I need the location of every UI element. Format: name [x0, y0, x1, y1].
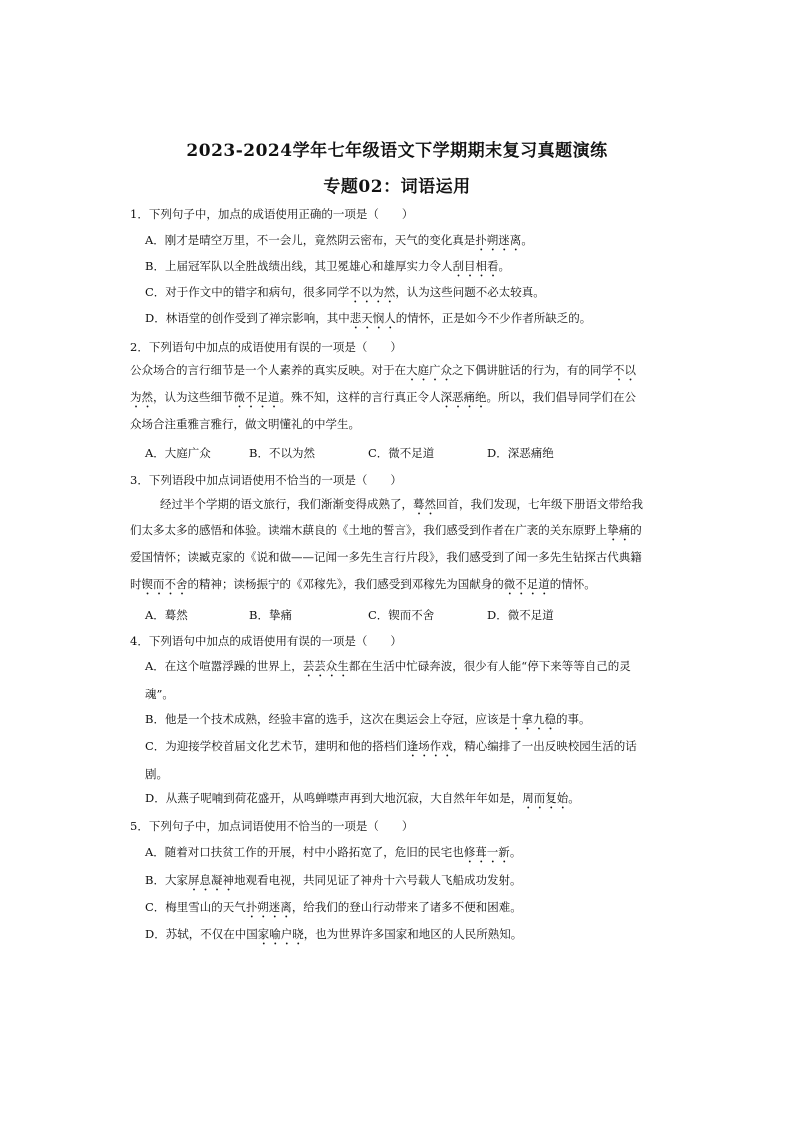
question-4-option-a: A．在这个喧嚣浮躁的世界上，芸芸众生都在生活中忙碌奔波，很少有人能“停下来等等自己的灵	[145, 659, 631, 673]
question-3-stem: 3．下列语段中加点词语使用不恰当的一项是（ ）	[130, 473, 402, 487]
question-4-stem: 4．下列语句中加点的成语使用有误的一项是（ ）	[130, 634, 402, 648]
question-2-option-d: D．深恶痛绝	[487, 446, 554, 460]
question-1-stem: 1．下列句子中，加点的成语使用正确的一项是（ ）	[130, 207, 414, 221]
question-5-option-b: B．大家屏息凝神地观看电视，共同见证了神舟十六号载人飞船成功发射。	[145, 873, 522, 887]
question-5-option-a: A．随着对口扶贫工作的开展，村中小路拓宽了，危旧的民宅也修葺一新。	[145, 845, 522, 859]
question-4-option-b: B．他是一个技术成熟，经验丰富的选手，这次在奥运会上夺冠，应该是十拿九稳的事。	[145, 712, 591, 726]
question-2-option-a: A．大庭广众	[145, 446, 211, 460]
question-4-option-a-cont: 魂”。	[145, 687, 174, 701]
question-4-option-c: C．为迎接学校首届文化艺术节，建明和他的搭档们逢场作戏，精心编排了一出反映校园生活的话	[145, 739, 637, 753]
question-4-option-c-cont: 剧。	[145, 767, 168, 781]
question-4-option-d: D．从燕子呢喃到荷花盛开，从鸣蝉噤声再到大地沉寂，大自然年年如是，周而复始。	[145, 791, 580, 805]
document-subtitle: 专题02：词语运用	[323, 177, 471, 197]
question-5-option-d: D．苏轼，不仅在中国家喻户晓，也为世界许多国家和地区的人民所熟知。	[145, 927, 523, 941]
question-2-option-b: B．不以为然	[249, 446, 315, 460]
question-3-option-c: C．锲而不舍	[368, 608, 435, 622]
question-3-passage-line: 经过半个学期的语文旅行，我们渐渐变得成熟了，蓦然回首，我们发现，七年级下册语文带给我	[160, 497, 643, 511]
question-2-option-c: C．微不足道	[368, 446, 435, 460]
question-1-option-c: C．对于作文中的错字和病句，很多同学不以为然，认为这些问题不必太较真。	[145, 285, 545, 299]
question-3-option-d: D．微不足道	[487, 608, 554, 622]
question-2-passage-line: 众场合注重雅言雅行，做文明懂礼的中学生。	[130, 417, 360, 431]
question-3-option-a: A．蓦然	[145, 608, 188, 622]
question-2-passage-line: 公众场合的言行细节是一个人素养的真实反映。对于在大庭广众之下偶讲脏话的行为，有的同学不以	[130, 363, 636, 377]
question-1-option-b: B．上届冠军队以全胜战绩出线，其卫冕雄心和雄厚实力令人刮目相看。	[145, 259, 510, 273]
document-title: 2023-2024学年七年级语文下学期期末复习真题演练	[186, 141, 608, 161]
question-5-stem: 5．下列句子中，加点词语使用不恰当的一项是（ ）	[130, 819, 414, 833]
question-1-option-a: A．刚才是晴空万里，不一会儿，竟然阴云密布，天气的变化真是扑朔迷离。	[145, 233, 533, 247]
question-3-option-b: B．挚痛	[249, 608, 292, 622]
question-5-option-c: C．梅里雪山的天气扑朔迷离，给我们的登山行动带来了诸多不便和困难。	[145, 900, 522, 914]
question-2-stem: 2．下列语句中加点的成语使用有误的一项是（ ）	[130, 340, 402, 354]
question-3-passage-line: 们太多太多的感悟和体验。读端木蕻良的《土地的誓言》，我们感受到作者在广袤的关东原野上挚痛的	[130, 523, 642, 537]
question-2-passage-line: 为然，认为这些细节微不足道。殊不知，这样的言行真正令人深恶痛绝。所以，我们倡导同学们在公	[130, 390, 636, 404]
question-3-passage-line: 时锲而不舍的精神；读杨振宁的《邓稼先》，我们感受到邓稼先为国献身的微不足道的情怀。	[130, 577, 596, 591]
question-3-passage-line: 爱国情怀；读臧克家的《说和做——记闻一多先生言行片段》，我们感受到了闻一多先生钻探古代典籍	[130, 550, 642, 564]
question-1-option-d: D．林语堂的创作受到了禅宗影响，其中悲天悯人的情怀，正是如今不少作者所缺乏的。	[145, 311, 592, 325]
